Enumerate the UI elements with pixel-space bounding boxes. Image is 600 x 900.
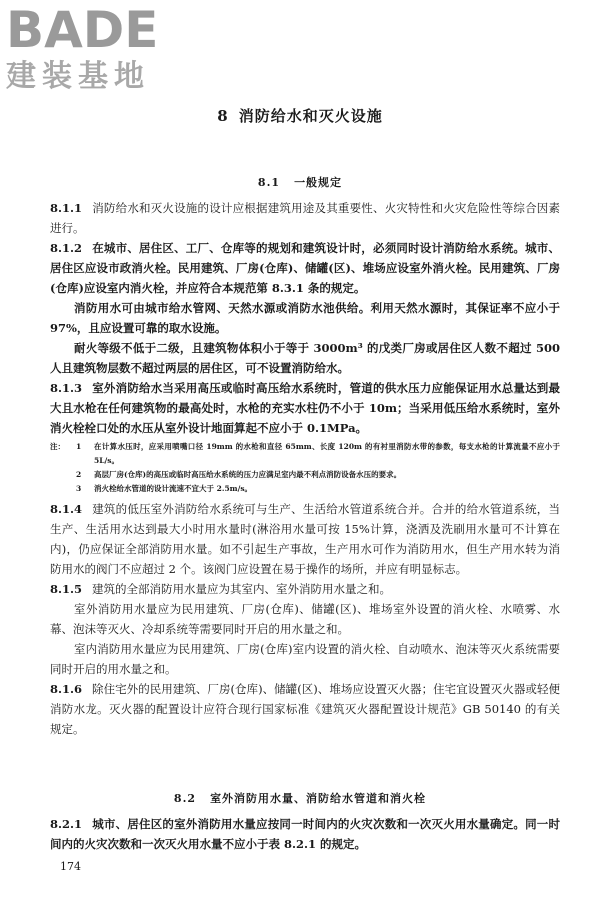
chapter-number: 8	[217, 107, 229, 125]
chapter-title-text: 消防给水和灭火设施	[238, 107, 383, 125]
clause-number: 8.1.3	[50, 381, 83, 395]
note-number: 1	[76, 442, 82, 451]
clause-8-1-3	[50, 378, 560, 438]
section-8-2-body	[50, 814, 560, 854]
section-number: 8.2	[173, 792, 197, 805]
clause-8-1-3-notes	[50, 440, 560, 496]
clause-text: 建筑的低压室外消防给水系统可与生产、生活给水管道系统合并。合并的给水管道系统，当生产、生活用水达到最大小时用水量时(淋浴用水量可按 15%计算，浇洒及洗刷用水量可不计算在内)，仍应保证全部消防用水量。如不引起生产事故，生产用水可作为消防用水，但生产用水转为消防用水的阀门不应超过 2 个。该阀门应设置在易于操作的场所，并应有明显标志。	[50, 502, 560, 576]
note-text: 消火栓给水管道的设计流速不宜大于 2.5m/s。	[94, 484, 253, 493]
clause-8-1-5-para-3: 室内消防用水量应为民用建筑、厂房(仓库)室内设置的消火栓、自动喷水、泡沫等灭火系统需要同时开启的用水量之和。	[50, 642, 560, 676]
note-number: 3	[76, 484, 82, 493]
note-text: 在计算水压时，应采用喷嘴口径 19mm 的水枪和直径 65mm、长度 120m 的有衬里消防水带的参数，每支水枪的计算流量不应小于 5L/s。	[94, 442, 560, 465]
section-title-8-1	[0, 174, 600, 190]
clause-text: 建筑的全部消防用水量应为其室内、室外消防用水量之和。	[92, 582, 392, 596]
clause-number: 8.2.1	[50, 817, 83, 831]
clause-text: 消防给水和灭火设施的设计应根据建筑用途及其重要性、火灾特性和火灾危险性等综合因素进行。	[50, 201, 560, 235]
clause-8-2-1	[50, 814, 560, 854]
clause-number: 8.1.1	[50, 201, 83, 215]
note-item	[50, 482, 560, 496]
clause-text: 城市、居住区的室外消防用水量应按同一时间内的火灾次数和一次灭火用水量确定。同一时间内的火灾次数和一次灭火用水量不应小于表 8.2.1 的规定。	[50, 817, 560, 851]
section-title-text: 室外消防用水量、消防给水管道和消火栓	[210, 792, 427, 805]
section-number: 8.1	[257, 176, 281, 189]
clause-number: 8.1.2	[50, 241, 83, 255]
clause-8-1-4	[50, 499, 560, 579]
bade-logo	[6, 1, 196, 94]
clause-text: 除住宅外的民用建筑、厂房(仓库)、储罐(区)、堆场应设置灭火器；住宅宜设置灭火器或轻便消防水龙。灭火器的配置设计应符合现行国家标准《建筑灭火器配置设计规范》GB 50140 的有关规定。	[50, 682, 560, 736]
note-item	[50, 440, 560, 468]
clause-text: 在城市、居住区、工厂、仓库等的规划和建筑设计时，必须同时设计消防给水系统。城市、居住区应设市政消火栓。民用建筑、厂房(仓库)、储罐(区)、堆场应设室外消火栓。民用建筑、厂房(仓库)应设室内消火栓，并应符合本规范第 8.3.1 条的规定。	[50, 241, 560, 295]
clause-number: 8.1.4	[50, 502, 83, 516]
clause-8-1-2-para-3: 耐火等级不低于二级，且建筑物体积小于等于 3000m³ 的戊类厂房或居住区人数不超过 500 人且建筑物层数不超过两层的居住区，可不设置消防给水。	[50, 341, 560, 375]
clause-8-1-2-para-2: 消防用水可由城市给水管网、天然水源或消防水池供给。利用天然水源时，其保证率不应小于 97%，且应设置可靠的取水设施。	[50, 301, 560, 335]
clause-8-1-5-para-2: 室外消防用水量应为民用建筑、厂房(仓库)、储罐(区)、堆场室外设置的消火栓、水喷雾、水幕、泡沫等灭火、冷却系统等需要同时开启的用水量之和。	[50, 602, 560, 636]
clause-number: 8.1.6	[50, 682, 83, 696]
logo-subtitle: 建装基地	[6, 59, 150, 94]
section-title-text: 一般规定	[294, 176, 343, 189]
section-8-1-body	[50, 198, 560, 739]
page-number: 174	[60, 860, 81, 873]
note-label: 注：	[50, 442, 65, 451]
clause-8-1-5	[50, 579, 560, 599]
note-item	[50, 468, 560, 482]
note-number: 2	[76, 470, 82, 479]
logo-wordmark: BADE	[6, 1, 159, 59]
note-text: 高层厂房(仓库)的高压或临时高压给水系统的压力应满足室内最不利点消防设备水压的要求。	[94, 470, 402, 479]
clause-text: 室外消防给水当采用高压或临时高压给水系统时，管道的供水压力应能保证用水总量达到最大且水枪在任何建筑物的最高处时，水枪的充实水柱仍不小于 10m；当采用低压给水系统时，室外消火栓栓口处的水压从室外设计地面算起不应小于 0.1MPa。	[50, 381, 560, 435]
clause-8-1-6	[50, 679, 560, 739]
chapter-title	[0, 105, 600, 126]
clause-number: 8.1.5	[50, 582, 83, 596]
clause-8-1-2	[50, 238, 560, 298]
clause-8-1-1	[50, 198, 560, 238]
section-title-8-2	[0, 790, 600, 806]
